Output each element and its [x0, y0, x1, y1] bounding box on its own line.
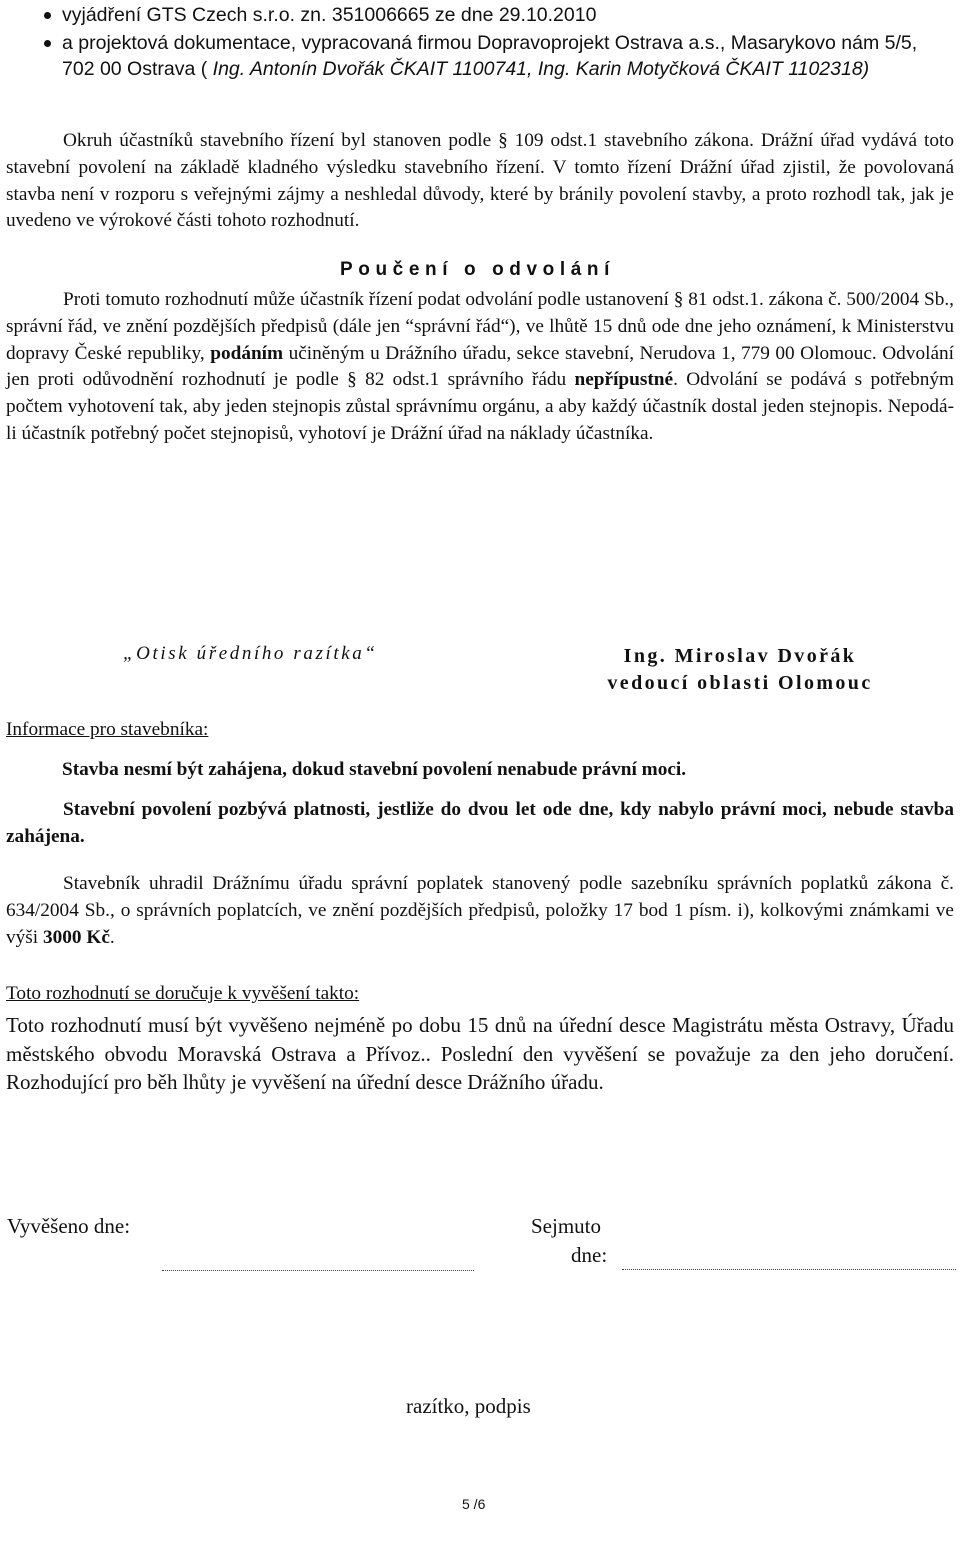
appeal-text-3: . Odvolání se podává s potřebným počtem vyhotovení tak, aby jeden stejnopis zůstal správnímu orgánu, a aby každý účastník dostal jeden stejnopis. Nepodá-li účastník potřebný počet stejnopisů, vyhotoví je Drážní úřad na náklady účastníka.: [6, 369, 954, 444]
signer-block: [580, 643, 900, 697]
decision-text: Drážní úřad vydává toto stavební povolení na základě kladného výsledku stavebního řízení. V tomto řízení Drážní úřad zjistil, že povolovaná stavba není v rozporu s veřejnými zájmy a neshledal důvody, které by bránily povolení stavby, a proto rozhodl tak, jak je uvedeno ve výrokové části tohoto rozhodnutí.: [6, 130, 954, 232]
info-title: Informace pro stavebníka:: [6, 719, 209, 740]
signer-role: vedoucí oblasti Olomouc: [607, 672, 873, 694]
appeal-text-1: Proti tomuto rozhodnutí může účastník řízení podat odvolání podle ustanovení § 81 odst.1. zákona č. 500/2004 Sb., správní řád, ve znění pozdějších předpisů (dále jen “správní řád“), ve lhůtě 15 dnů ode dne jeho oznámení, k Ministerstvu dopravy České republiky,: [6, 289, 954, 364]
page-number: 5 /6: [462, 1496, 486, 1512]
section-heading-appeal: Poučení o odvolání: [340, 259, 615, 280]
bullet-text: a projektová dokumentace, vypracovaná firmou Dopravoprojekt Ostrava a.s., Masarykovo nám 5/5, 702 00 Ostrava (: [62, 32, 918, 80]
stamp-signature-label: razítko, podpis: [406, 1394, 531, 1418]
fee-amount: 3000 Kč: [42, 926, 110, 948]
participants-text: Okruh účastníků stavebního řízení byl stanoven podle § 109 odst.1 stavebního zákona.: [63, 130, 761, 151]
appeal-text-2: učiněným u Drážního úřadu, sekce stavební, Nerudova 1, 779 00 Olomouc. Odvolání jen proti odůvodnění rozhodnutí je podle § 82 odst.1 správního řádu: [6, 342, 954, 391]
signer-name: Ing. Miroslav Dvořák: [623, 645, 857, 667]
posted-label: Vyvěšeno dne:: [7, 1214, 131, 1238]
stamp-placeholder: „Otisk úředního razítka“: [123, 643, 378, 664]
delivery-title: Toto rozhodnutí se doručuje k vyvěšení takto:: [6, 983, 360, 1004]
bullet-text: vyjádření GTS Czech s.r.o. zn. 351006665 ze dne 29.10.2010: [62, 4, 597, 26]
fee-text: Stavebník uhradil Drážnímu úřadu správní poplatek stanovený podle sazebníku správních poplatků zákona č. 634/2004 Sb., o správních poplatcích, ve znění pozdějších předpisů, položky 17 bod 1 písm. i), kolkovými známkami ve výši: [6, 873, 954, 948]
delivery-paragraph: Toto rozhodnutí musí být vyvěšeno nejméně po dobu 15 dnů na úřední desce Magistrátu města Ostravy, Úřadu městského obvodu Moravská Ostrava a Přívoz.. Poslední den vyvěšení se považuje za den jeho doručení. Rozhodující pro běh lhůty je vyvěšení na úřední desce Drážního úřadu.: [6, 1013, 954, 1094]
bullet-text-italic: Ing. Antonín Dvořák ČKAIT 1100741, Ing. Karin Motyčková ČKAIT 1102318): [212, 58, 870, 80]
paragraph-appeal: [6, 287, 954, 448]
appeal-bold-1: podáním: [210, 342, 284, 364]
removed-label-1: Sejmuto: [531, 1214, 602, 1238]
removed-date-line: [622, 1268, 956, 1270]
bullet-item: [0, 30, 960, 82]
fee-end: .: [109, 926, 115, 948]
info-construction-start: Stavba nesmí být zahájena, dokud stavební povolení nenabude právní moci.: [62, 759, 687, 780]
removed-label-2: dne:: [571, 1243, 608, 1267]
bullet-icon: [44, 40, 51, 47]
paragraph-participants: [6, 128, 954, 235]
bullet-item: [0, 2, 960, 30]
appeal-bold-2: nepřípustné: [574, 369, 674, 391]
info-permit-validity: Stavební povolení pozbývá platnosti, jestliže do dvou let ode dne, kdy nabylo právní moci, nebude stavba zahájena.: [6, 799, 954, 847]
posted-date-line: [162, 1269, 474, 1271]
bullet-icon: [44, 12, 51, 19]
fee-paragraph: [6, 871, 954, 951]
bullet-list: [0, 2, 960, 82]
